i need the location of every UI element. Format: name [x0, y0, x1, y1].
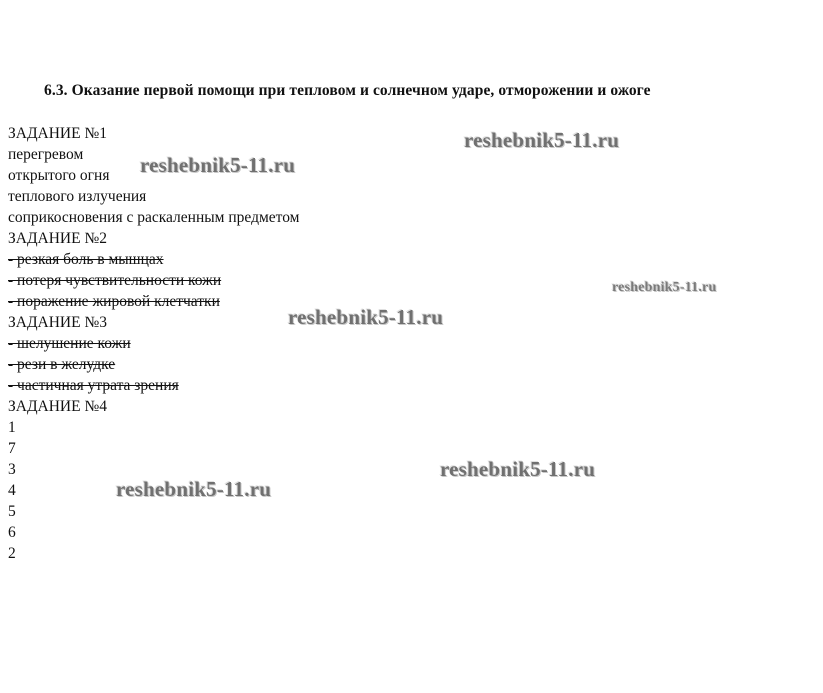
answer-line: 5: [8, 503, 16, 520]
struck-answer-line: - потеря чувствительности кожи: [8, 272, 222, 289]
answer-line: 6: [8, 524, 16, 541]
answer-line: 2: [8, 545, 16, 562]
answer-line: ЗАДАНИЕ №3: [8, 314, 107, 331]
answer-line: ЗАДАНИЕ №2: [8, 230, 107, 247]
section-heading: 6.3. Оказание первой помощи при тепловом и солнечном ударе, отморожении и ожоге: [44, 82, 651, 99]
answer-line: 7: [8, 440, 16, 457]
watermark: reshebnik5-11.ru: [140, 153, 296, 177]
watermark: reshebnik5-11.ru: [464, 128, 620, 152]
answer-line: теплового излучения: [8, 188, 147, 205]
struck-answer-line: - частичная утрата зрения: [8, 377, 179, 394]
answer-line: соприкосновения с раскаленным предметом: [8, 209, 300, 226]
answer-line: ЗАДАНИЕ №1: [8, 125, 107, 142]
struck-answer-line: - шелушение кожи: [8, 335, 131, 352]
answer-line: перегревом: [8, 146, 84, 163]
watermark: reshebnik5-11.ru: [612, 280, 717, 295]
struck-answer-line: - поражение жировой клетчатки: [8, 293, 220, 310]
answer-line: ЗАДАНИЕ №4: [8, 398, 107, 415]
answer-line: 1: [8, 419, 16, 436]
answer-line: 3: [8, 461, 16, 478]
answer-line: 4: [8, 482, 16, 499]
watermark: reshebnik5-11.ru: [116, 477, 272, 501]
answer-line: открытого огня: [8, 167, 110, 184]
watermark: reshebnik5-11.ru: [440, 457, 596, 481]
struck-answer-line: - резкая боль в мышцах: [8, 251, 164, 268]
struck-answer-line: - рези в желудке: [8, 356, 116, 373]
watermark: reshebnik5-11.ru: [288, 305, 444, 329]
